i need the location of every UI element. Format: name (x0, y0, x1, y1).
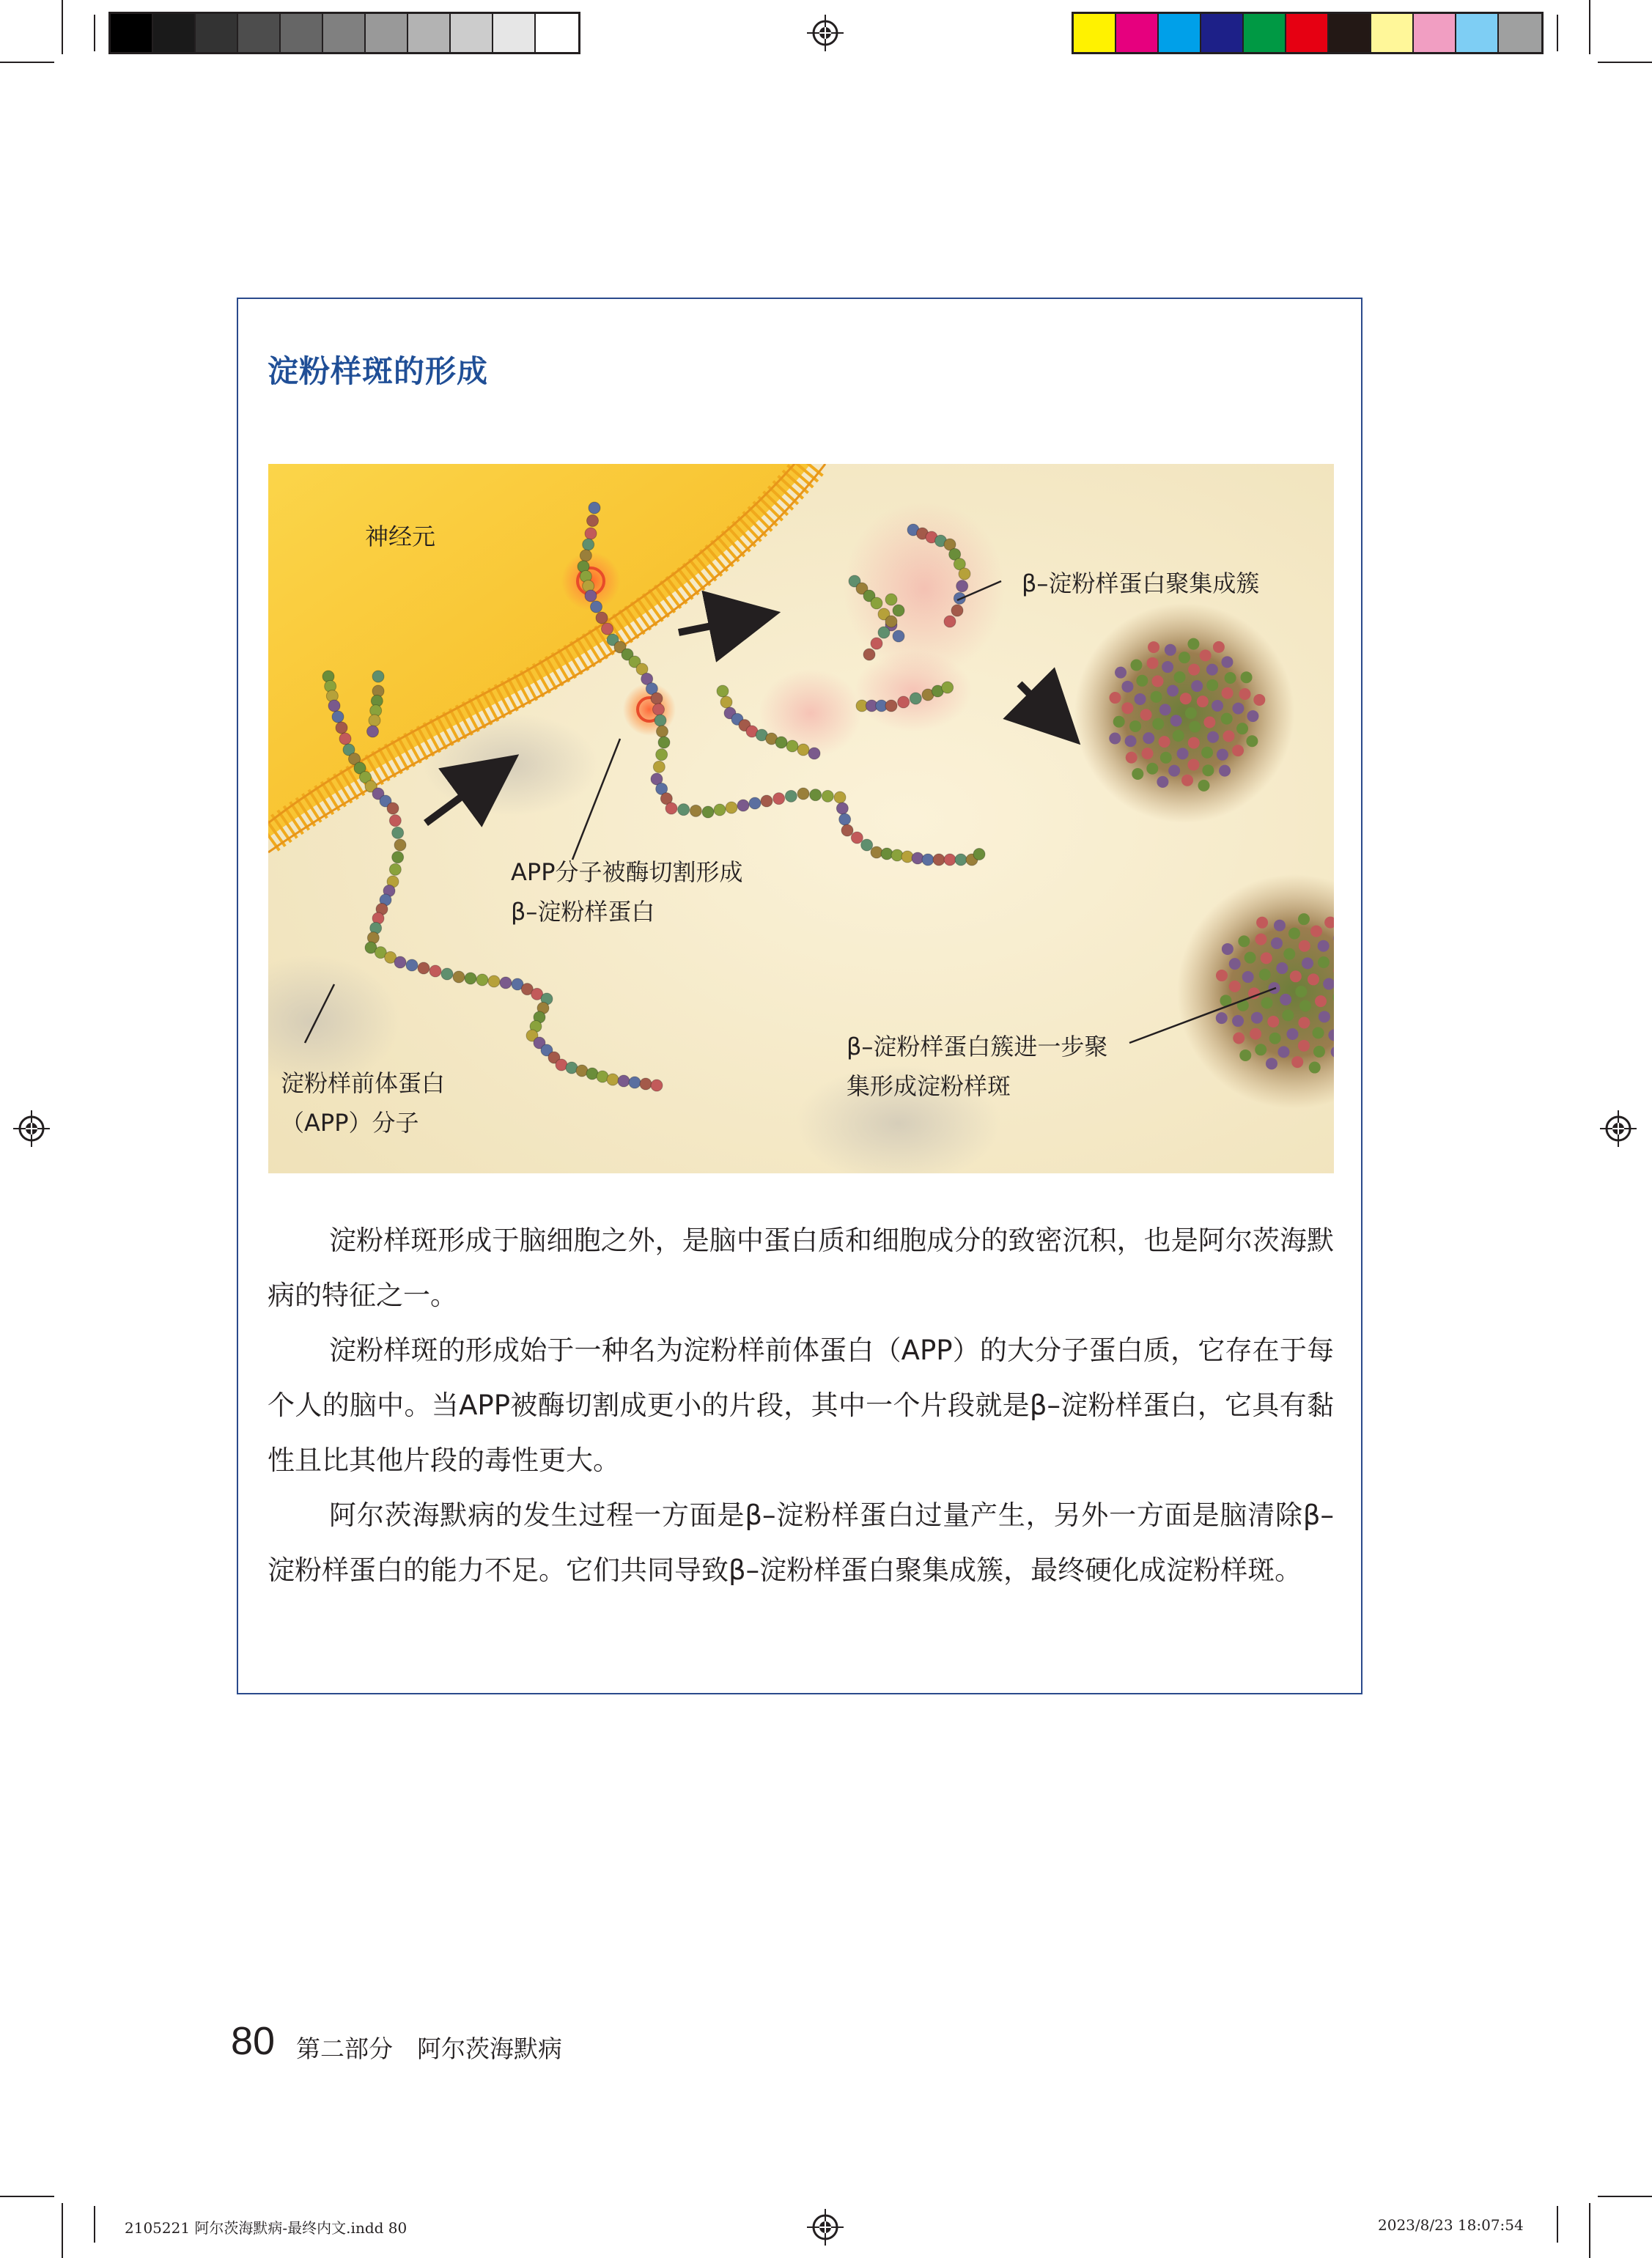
protein-bead (775, 737, 787, 748)
plaque-bead (1236, 723, 1248, 734)
color-swatch (451, 14, 493, 52)
registration-mark-icon (807, 2209, 844, 2246)
protein-bead (717, 685, 729, 697)
plaque-bead (1181, 775, 1193, 786)
protein-bead (785, 790, 797, 802)
plaque-bead (1267, 1016, 1279, 1027)
plaque-bead (1126, 752, 1137, 764)
plaque-bead (1141, 748, 1153, 759)
plaque-bead (1159, 736, 1170, 748)
plaque-bead (1298, 1040, 1310, 1052)
protein-bead (841, 824, 853, 836)
process-color-bar (1072, 12, 1544, 54)
color-swatch (1371, 14, 1414, 52)
plaque-bead (1157, 776, 1168, 788)
protein-bead (893, 605, 904, 616)
plaque-bead (1239, 688, 1250, 700)
crop-mark (1589, 2203, 1590, 2258)
protein-bead (596, 612, 608, 624)
plaque-bead (1313, 1027, 1324, 1038)
protein-bead (339, 733, 351, 745)
plaque-bead (1202, 764, 1214, 776)
protein-bead (441, 968, 453, 980)
label-beta-amyloid-cluster: β–淀粉样蛋白聚集成簇 (1022, 569, 1260, 597)
crop-mark (1589, 0, 1590, 54)
plaque-bead (1274, 920, 1286, 931)
protein-bead (653, 704, 665, 715)
plaque-bead (1180, 693, 1192, 704)
protein-bead (714, 804, 726, 816)
protein-bead (392, 852, 404, 863)
paragraph: 淀粉样斑的形成始于一种名为淀粉样前体蛋白（APP）的大分子蛋白质，它存在于每个人的脑中。当APP被酶切割成更小的片段，其中一个片段就是β–淀粉样蛋白，它具有黏性且比其他片段的毒性更大。 (268, 1335, 1334, 1476)
plaque-bead (1187, 759, 1199, 770)
color-swatch (323, 14, 366, 52)
crop-mark (0, 2196, 54, 2197)
protein-bead (585, 590, 597, 602)
plaque-bead (1261, 997, 1273, 1009)
protein-bead (871, 638, 882, 649)
crop-mark (94, 2206, 95, 2243)
protein-bead (591, 601, 602, 613)
protein-bead (602, 623, 613, 635)
plaque-bead (1295, 986, 1307, 997)
plaque-bead (1298, 913, 1310, 925)
protein-bead (885, 594, 897, 605)
protein-bead (959, 568, 970, 580)
plaque-bead (1313, 1046, 1325, 1058)
print-slug-filename: 2105221 阿尔茨海默病-最终内文.indd 80 (125, 2219, 408, 2237)
label-neuron: 神经元 (365, 523, 436, 550)
paragraph: 淀粉样斑形成于脑细胞之外，是脑中蛋白质和细胞成分的致密沉积，也是阿尔茨海默病的特征之一。 (268, 1225, 1334, 1311)
plaque-bead (1247, 710, 1258, 722)
protein-bead (893, 630, 904, 642)
protein-bead (822, 790, 833, 802)
protein-bead (702, 806, 714, 818)
plaque-bead (1217, 749, 1228, 761)
plaque-bead (1261, 952, 1272, 964)
registration-mark-icon (1600, 1110, 1637, 1147)
plaque-bead (1223, 730, 1234, 742)
plaque-bead (1162, 661, 1173, 673)
plaque-bead (1221, 713, 1233, 725)
plaque-bead (1212, 700, 1223, 712)
protein-bead (585, 528, 597, 539)
color-swatch (1201, 14, 1244, 52)
color-swatch (493, 14, 536, 52)
plaque-bead (1146, 763, 1158, 775)
crop-mark (1598, 62, 1652, 63)
plaque-bead (1242, 971, 1254, 983)
plaque-bead (1238, 935, 1250, 947)
color-swatch (1074, 14, 1116, 52)
protein-bead (656, 749, 668, 761)
plaque-bead (1132, 768, 1143, 780)
protein-bead (640, 1078, 652, 1090)
crop-mark (0, 62, 54, 63)
plaque-bead (1277, 1046, 1289, 1058)
page-number: 80 (231, 2019, 276, 2063)
amyloid-plaque-illustration (268, 464, 1334, 1173)
plaque-bead (1187, 638, 1199, 650)
crop-mark (62, 2203, 63, 2258)
plaque-bead (1229, 981, 1241, 992)
color-swatch (238, 14, 281, 52)
protein-bead (955, 854, 967, 866)
protein-bead (720, 696, 732, 708)
protein-bead (912, 852, 923, 864)
protein-bead (885, 616, 897, 627)
plaque-bead (1283, 948, 1295, 960)
plaque-bead (1165, 644, 1176, 656)
plaque-bead (1121, 702, 1133, 714)
plaque-bead (1246, 735, 1258, 747)
plaque-bead (1229, 958, 1241, 970)
gray-color-bar (108, 12, 580, 54)
plaque-bead (1225, 672, 1236, 684)
section-title: 淀粉样斑的形成 (268, 353, 489, 389)
plaque-bead (1232, 703, 1244, 715)
plaque-bead (1198, 780, 1209, 792)
protein-bead (863, 649, 875, 660)
plaque-bead (1216, 970, 1228, 981)
plaque-bead (1160, 752, 1172, 764)
protein-bead (576, 1065, 588, 1077)
plaque-bead (1291, 1056, 1303, 1068)
plaque-bead (1286, 1028, 1298, 1040)
protein-bead (797, 744, 809, 756)
plaque-bead (1200, 649, 1212, 661)
plaque-bead (1113, 716, 1125, 728)
label-line: β–淀粉样蛋白 (511, 898, 655, 926)
plaque-bead (1159, 704, 1171, 715)
label-app-molecule (281, 1063, 445, 1143)
plaque-bead (1185, 707, 1197, 719)
protein-bead (881, 848, 893, 860)
protein-bead (653, 761, 665, 772)
plaque-bead (1282, 1009, 1294, 1021)
protein-bead (372, 671, 384, 682)
plaque-bead (1315, 995, 1327, 1007)
plaque-bead (1309, 1062, 1321, 1074)
protein-bead (942, 682, 954, 693)
label-plaque-formation (847, 1027, 1107, 1106)
plaque-bead (1125, 735, 1137, 747)
color-swatch (408, 14, 451, 52)
plaque-bead (1310, 926, 1322, 937)
protein-bead (580, 550, 591, 561)
protein-bead (406, 959, 418, 971)
protein-bead (885, 700, 897, 712)
protein-bead (389, 815, 401, 827)
protein-bead (933, 854, 945, 866)
plaque-bead (1251, 1012, 1263, 1024)
plaque-bead (1259, 969, 1271, 981)
plaque-bead (1167, 685, 1179, 697)
plaque-bead (1276, 962, 1288, 974)
protein-bead (336, 722, 347, 734)
plaque-bead (1170, 715, 1182, 726)
plaque-bead (1188, 664, 1200, 676)
color-swatch (536, 14, 578, 52)
plaque-bead (1177, 748, 1189, 759)
protein-bead (678, 804, 690, 816)
plaque-bead (1174, 671, 1186, 683)
cluster-glow (855, 651, 972, 731)
protein-bead (500, 977, 512, 989)
protein-bead (690, 805, 701, 816)
plaque-bead (1222, 687, 1234, 699)
plaque-bead (1152, 718, 1164, 730)
protein-bead (651, 693, 663, 704)
protein-bead (394, 956, 406, 968)
plaque-bead (1135, 693, 1146, 705)
plaque-bead (1298, 1017, 1310, 1029)
protein-bead (369, 715, 380, 726)
plaque-bead (1136, 675, 1148, 687)
plaque-bead (1201, 747, 1213, 759)
plaque-bead (1253, 694, 1265, 706)
plaque-bead (1290, 970, 1302, 982)
protein-bead (607, 1074, 619, 1085)
protein-bead (651, 1080, 663, 1091)
protein-bead (901, 851, 913, 863)
plaque-bead (1109, 692, 1121, 704)
plaque-bead (1109, 732, 1121, 744)
protein-bead (387, 803, 399, 814)
protein-bead (851, 832, 863, 844)
plaque-bead (1151, 691, 1162, 703)
plaque-bead (1129, 720, 1141, 732)
color-swatch (1456, 14, 1499, 52)
label-line: 淀粉样前体蛋白 (281, 1069, 446, 1097)
plaque-bead (1288, 928, 1300, 940)
protein-bead (956, 580, 968, 592)
plaque-bead (1188, 737, 1200, 749)
color-swatch (1329, 14, 1371, 52)
protein-bead (583, 539, 594, 550)
protein-bead (418, 962, 429, 974)
protein-bead (891, 849, 903, 861)
protein-bead (726, 802, 737, 813)
protein-bead (618, 1075, 630, 1087)
protein-bead (597, 1071, 608, 1082)
plaque-bead (1197, 696, 1209, 707)
color-swatch (1414, 14, 1456, 52)
plaque-bead (1115, 667, 1126, 679)
color-swatch (1286, 14, 1329, 52)
protein-bead (429, 965, 441, 977)
plaque-bead (1266, 1058, 1277, 1069)
plaque-bead (1121, 681, 1133, 693)
color-swatch (281, 14, 323, 52)
plaque-bead (1255, 1044, 1266, 1055)
protein-bead (587, 515, 599, 527)
protein-bead (586, 1068, 598, 1080)
plaque-bead (1244, 952, 1256, 964)
plaque-bead (1179, 652, 1190, 663)
protein-bead (654, 715, 666, 726)
protein-bead (773, 793, 785, 805)
plaque-bead (1173, 730, 1184, 742)
running-footer: 第二部分 阿尔茨海默病 (296, 2034, 562, 2063)
content-box (237, 298, 1362, 1694)
amyloid-plaque-upper (1074, 603, 1294, 823)
protein-bead (861, 839, 873, 851)
protein-bead (658, 737, 670, 748)
protein-bead (453, 971, 465, 983)
plaque-bead (1271, 937, 1283, 949)
plaque-bead (1232, 1015, 1244, 1027)
protein-bead (589, 502, 600, 514)
label-app-cleavage (511, 852, 743, 931)
protein-bead (922, 854, 934, 866)
protein-bead (797, 788, 809, 800)
plaque-bead (1318, 956, 1330, 968)
plaque-bead (1255, 934, 1266, 945)
protein-bead (737, 800, 749, 811)
plaque-bead (1216, 1012, 1228, 1024)
label-line: APP分子被酶切割形成 (511, 858, 743, 886)
plaque-bead (1168, 765, 1180, 777)
protein-bead (810, 789, 822, 801)
plaque-bead (1241, 671, 1253, 683)
protein-bead (836, 803, 848, 814)
plaque-bead (1143, 732, 1154, 744)
plaque-bead (1206, 679, 1218, 691)
protein-bead (749, 797, 761, 809)
protein-bead (566, 1062, 578, 1074)
color-swatch (366, 14, 408, 52)
label-line: 集形成淀粉样斑 (847, 1072, 1011, 1100)
protein-bead (389, 863, 401, 875)
plaque-bead (1206, 664, 1218, 676)
crop-mark (1557, 2206, 1558, 2243)
crop-mark (94, 15, 95, 51)
protein-bead (910, 693, 921, 704)
protein-bead (951, 605, 963, 616)
plaque-bead (1308, 973, 1319, 985)
plaque-bead (1299, 940, 1310, 952)
color-swatch (196, 14, 238, 52)
plaque-bead (1140, 709, 1152, 720)
protein-bead (657, 726, 668, 737)
plaque-bead (1219, 765, 1231, 777)
protein-bead (629, 1077, 641, 1088)
protein-bead (556, 1059, 567, 1071)
label-line: β–淀粉样蛋白簇进一步聚 (847, 1033, 1108, 1060)
plaque-bead (1221, 656, 1233, 668)
plaque-bead (1191, 680, 1203, 692)
plaque-bead (1250, 1028, 1261, 1040)
color-swatch (1159, 14, 1201, 52)
protein-bead (878, 627, 890, 638)
plaque-bead (1189, 721, 1201, 733)
plaque-bead (1239, 1049, 1251, 1061)
crop-mark (1598, 2196, 1652, 2197)
plaque-bead (1148, 641, 1159, 653)
plaque-bead (1151, 675, 1163, 687)
protein-bead (834, 792, 846, 803)
color-swatch (153, 14, 196, 52)
plaque-bead (1256, 917, 1268, 929)
plaque-bead (1318, 940, 1330, 952)
plaque-bead (1319, 1011, 1330, 1022)
label-line: （APP）分子 (281, 1109, 419, 1137)
print-slug-timestamp: 2023/8/23 18:07:54 (1378, 2216, 1524, 2234)
protein-bead (394, 839, 406, 851)
protein-bead (476, 974, 488, 986)
plaque-bead (1299, 1000, 1311, 1012)
plaque-bead (1280, 994, 1291, 1006)
plaque-bead (1302, 957, 1313, 969)
plaque-bead (1203, 717, 1215, 728)
plaque-bead (1269, 1033, 1281, 1044)
protein-bead (944, 854, 956, 866)
protein-bead (973, 849, 985, 860)
protein-bead (898, 696, 910, 708)
protein-bead (761, 795, 772, 807)
protein-bead (367, 726, 379, 737)
color-swatch (1244, 14, 1286, 52)
plaque-bead (1233, 1033, 1244, 1044)
protein-bead (871, 597, 882, 609)
plaque-bead (1213, 641, 1225, 653)
crop-mark (1557, 15, 1558, 51)
plaque-bead (1147, 657, 1159, 669)
color-swatch (1116, 14, 1159, 52)
plaque-bead (1232, 745, 1244, 756)
registration-mark-icon (807, 15, 844, 51)
protein-bead (392, 827, 404, 838)
protein-bead (328, 700, 340, 712)
plaque-bead (1207, 731, 1219, 743)
plaque-bead (1222, 943, 1234, 955)
protein-bead (465, 973, 476, 984)
paragraph: 阿尔茨海默病的发生过程一方面是β–淀粉样蛋白过量产生，另外一方面是脑清除β–淀粉样蛋白的能力不足。它们共同导致β–淀粉样蛋白聚集成簇，最终硬化成淀粉样斑。 (268, 1499, 1334, 1586)
registration-mark-icon (13, 1110, 50, 1147)
protein-bead (786, 740, 798, 752)
body-text (268, 1213, 1334, 1598)
color-swatch (111, 14, 153, 52)
protein-bead (944, 616, 956, 627)
protein-bead (665, 803, 677, 814)
protein-bead (332, 711, 344, 723)
plaque-bead (1130, 659, 1142, 671)
protein-bead (839, 813, 851, 825)
crop-mark (62, 0, 63, 54)
color-swatch (1499, 14, 1541, 52)
protein-bead (488, 975, 500, 987)
protein-bead (808, 748, 820, 759)
protein-bead (871, 846, 882, 858)
